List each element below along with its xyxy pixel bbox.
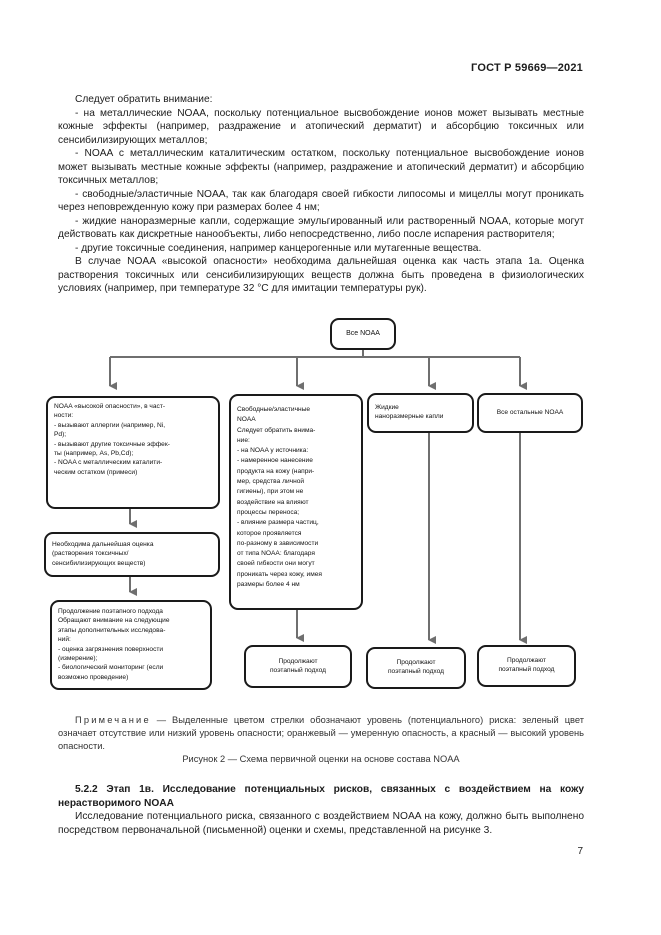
box-line: Продолжают xyxy=(278,658,318,665)
box-line: - оценка загрязнения поверхности xyxy=(58,645,164,653)
box-line: проникать через кожу, имея xyxy=(237,570,323,578)
box-line: - вызывают другие токсичные эффек- xyxy=(54,440,170,448)
box-line: ний: xyxy=(58,636,71,644)
section-title: 5.2.2 Этап 1в. Исследование потенциальных рисков, связанных с воздействием на кожу нерастворимого NOAA xyxy=(58,784,584,809)
flow-box-free-elastic xyxy=(229,394,363,610)
box-line: ты (например, As, Pb,Cd); xyxy=(54,450,134,458)
flow-box-all-noaa xyxy=(330,318,396,350)
box-line: Продолжают xyxy=(396,659,436,666)
figure-note xyxy=(58,714,584,753)
paragraph: - жидкие наноразмерные капли, содержащие эмульгированный или растворенный NOAA, которые могут действовать как дискретные нанообъекты, либо непосредственно, либо после испарения растворителя; xyxy=(58,215,584,240)
box-line: - намеренное нанесение xyxy=(237,457,313,465)
flow-box-high-risk xyxy=(46,396,220,509)
box-line: NOAA xyxy=(237,416,256,424)
box-line: процессы переноса; xyxy=(237,508,300,516)
box-line: гигиены), при этом не xyxy=(237,488,304,496)
box-line: этапы дополнительных исследова- xyxy=(58,626,166,634)
box-line: поэтапный подход xyxy=(387,668,445,676)
flow-box-result-liquid xyxy=(366,647,466,689)
box-line: ности: xyxy=(54,412,74,420)
box-line: Необходима дальнейшая оценка xyxy=(52,541,154,548)
paragraph: Следует обратить внимание: xyxy=(75,94,213,105)
box-line: - на NOAA у источника: xyxy=(237,447,309,455)
box-line: Pd); xyxy=(54,431,67,439)
box-line: NOAA «высокой опасности», в част- xyxy=(54,403,166,410)
box-line: возможно проведение) xyxy=(58,673,129,681)
figure-caption: Рисунок 2 — Схема первичной оценки на основе состава NOAA xyxy=(182,754,460,764)
section-5-2-2 xyxy=(58,783,584,837)
box-line: Следует обратить внима- xyxy=(237,426,316,434)
box-line: Свободные/эластичные xyxy=(237,406,311,413)
document-header: ГОСТ Р 59669—2021 xyxy=(471,62,583,74)
box-line: сенсибилизирующих веществ) xyxy=(52,559,146,567)
box-line: - влияние размера частиц, xyxy=(237,519,319,527)
box-line: от типа NOAA: благодаря xyxy=(237,550,315,558)
box-line: (растворения токсичных/ xyxy=(52,550,129,558)
flow-box-liquid-drops xyxy=(367,393,474,433)
section-paragraph: Исследование потенциального риска, связанного с воздействием NOAA на кожу, должно быть выполнено посредством первоначальной (письменной) оценки и схемы, представленной на рисунке 3. xyxy=(58,811,584,836)
box-line: (измерение); xyxy=(58,655,98,663)
paragraph: В случае NOAA «высокой опасности» необходима дальнейшая оценка как часть этапа 1а. Оценка растворения токсичных или сенсибилизирующих веществ должна быть проведена в физиологических условиях (например, при температуре 32 °С для имитации температуры рук). xyxy=(58,256,584,294)
box-line: Продолжают xyxy=(506,657,547,664)
box-line: ческим остатком (примеси) xyxy=(54,468,138,476)
box-line: воздействие на влияют xyxy=(237,498,309,506)
box-line: Все остальные NOAA xyxy=(496,409,564,416)
box-line: наноразмерные капли xyxy=(375,413,444,421)
box-line: - вызывают аллергии (например, Ni, xyxy=(54,421,166,429)
box-line: поэтапный подход xyxy=(498,666,555,674)
note-text: — Выделенные цветом стрелки обозначают уровень (потенциального) риска: зеленый цвет означает отсутствие или низкий уровень опасности; оранжевый — умеренную опасность, а красный — высокий уровень опасности. xyxy=(58,715,584,751)
box-line: продукта на кожу (напри- xyxy=(237,467,315,475)
flow-box-result-other xyxy=(477,645,576,687)
flow-box-all-other xyxy=(477,393,583,433)
flow-box-all-noaa-label: Все NOAA xyxy=(346,330,380,337)
box-line: размеры более 4 нм xyxy=(237,581,300,589)
box-line: мер, средства личной xyxy=(237,478,305,486)
paragraph: - свободные/эластичные NOAA, так как благодаря своей гибкости липосомы и мицеллы могут проникать через неповрежденную кожу при размерах более 4 нм; xyxy=(58,188,584,213)
box-line: по-разному в зависимости xyxy=(237,539,319,547)
paragraph: - на металлические NOAA, поскольку потенциальное высвобождение ионов может вызывать местные кожные эффекты (например, раздражение и атопический дерматит) и абсорбцию токсичных или сенсибилизирующих металлов; xyxy=(58,107,584,146)
flow-box-further-assessment xyxy=(44,532,220,577)
note-label: Примечание xyxy=(75,715,151,725)
box-line: поэтапный подход xyxy=(269,667,327,675)
box-line: Обращают внимание на следующие xyxy=(58,617,170,625)
box-line: Продолжение поэтапного подхода xyxy=(58,608,163,615)
box-line: своей гибкости они могут xyxy=(237,560,315,568)
paragraph: - NOAA с металлическим каталитическим остатком, поскольку потенциальное высвобождение ионов может вызывать местные кожные эффекты (например, раздражение и атопический дерматит) и абсорбцию токсичных металлов; xyxy=(58,148,584,186)
box-line: - NOAA с металлическим каталити- xyxy=(54,459,163,467)
paragraph: - другие токсичные соединения, например канцерогенные или мутагенные вещества. xyxy=(75,242,482,254)
flow-box-continue-stage xyxy=(50,600,212,690)
box-line: ние: xyxy=(237,436,250,444)
flow-box-result-free xyxy=(244,645,352,688)
page-number: 7 xyxy=(577,846,583,857)
box-line: которое проявляется xyxy=(237,529,302,537)
box-line: Жидкие xyxy=(375,404,399,411)
box-line: - биологический мониторинг (если xyxy=(58,664,164,672)
